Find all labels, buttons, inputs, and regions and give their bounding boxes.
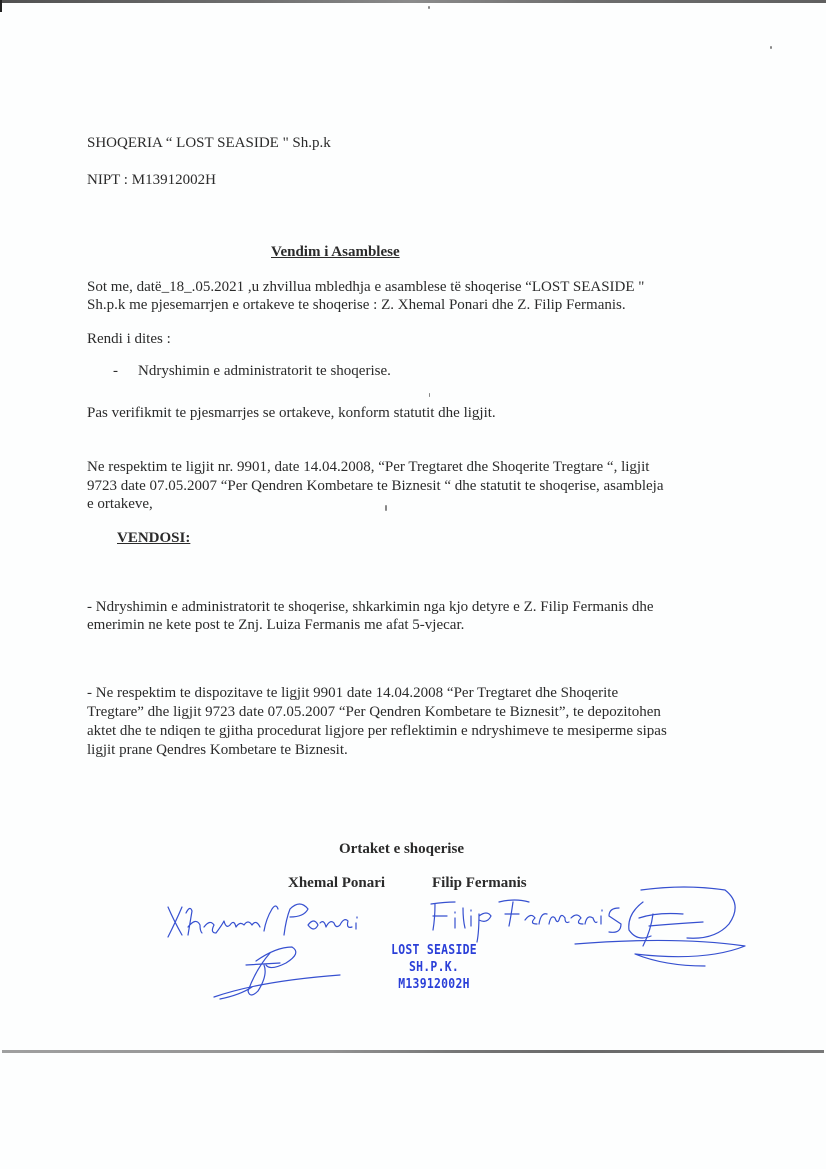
stamp-line-1: LOST SEASIDE (391, 943, 477, 958)
signatory-name-2: Filip Fermanis (432, 875, 527, 891)
stamp-line-3: M13912002H (398, 977, 470, 992)
scan-bottom-rule (2, 1050, 824, 1053)
scan-speck (428, 6, 430, 9)
agenda-bullet: - (113, 363, 118, 379)
decision-2-line-3: aktet dhe te ndiqen te gjitha procedurat ligjore per reflektimin e ndryshimeve te mesiperme sipas (87, 723, 667, 739)
scan-speck (385, 505, 387, 511)
nipt-line: NIPT : M13912002H (87, 172, 216, 188)
intro-line-2: Sh.p.k me pjesemarrjen e ortakeve te shoqerise : Z. Xhemal Ponari dhe Z. Filip Fermanis. (87, 297, 626, 313)
company-name-line: SHOQERIA “ LOST SEASIDE " Sh.p.k (87, 135, 331, 151)
legal-basis-line-2: 9723 date 07.05.2007 “Per Qendren Kombetare te Biznesit “ dhe statutit te shoqerise, asambleja (87, 478, 664, 494)
decided-heading: VENDOSI: (117, 530, 191, 546)
signatory-name-1: Xhemal Ponari (288, 875, 386, 891)
scan-speck (770, 46, 772, 49)
decision-1-line-2: emerimin ne kete post te Znj. Luiza Fermanis me afat 5-vjecar. (87, 617, 465, 633)
scan-speck (429, 393, 430, 397)
decision-2-line-2: Tregtare” dhe ligjit 9723 date 07.05.2007 “Per Qendren Kombetare te Biznesit”, te depozitohen (87, 704, 661, 720)
scan-edge-left (0, 0, 2, 12)
document-title: Vendim i Asamblese (271, 244, 400, 260)
signatories-heading: Ortaket e shoqerise (339, 841, 464, 857)
scan-edge-top (0, 0, 826, 3)
decision-2-line-1: - Ne respektim te dispozitave te ligjit 9901 date 14.04.2008 “Per Tregtaret dhe Shoqerite (87, 685, 619, 701)
decision-2-line-4: ligjit prane Qendres Kombetare te Biznesit. (87, 742, 348, 758)
signature-xhemal-ponari (160, 895, 380, 1010)
agenda-item-text: Ndryshimin e administratorit te shoqerise. (138, 363, 391, 379)
intro-line-1: Sot me, datë_18_.05.2021 ,u zhvillua mbledhja e asamblese të shoqerise “LOST SEASIDE " (87, 279, 645, 295)
stamp-line-2: SH.P.K. (408, 960, 460, 975)
agenda-label: Rendi i dites : (87, 331, 171, 347)
verification-text: Pas verifikmit te pjesmarrjes se ortakeve, konform statutit dhe ligjit. (87, 405, 496, 421)
decision-1-line-1: - Ndryshimin e administratorit te shoqerise, shkarkimin nga kjo detyre e Z. Filip Fermanis dhe (87, 599, 654, 615)
legal-basis-line-3: e ortakeve, (87, 496, 153, 512)
legal-basis-line-1: Ne respektim te ligjit nr. 9901, date 14.04.2008, “Per Tregtaret dhe Shoqerite Tregtare “, ligjit (87, 459, 650, 475)
company-stamp (390, 942, 478, 993)
